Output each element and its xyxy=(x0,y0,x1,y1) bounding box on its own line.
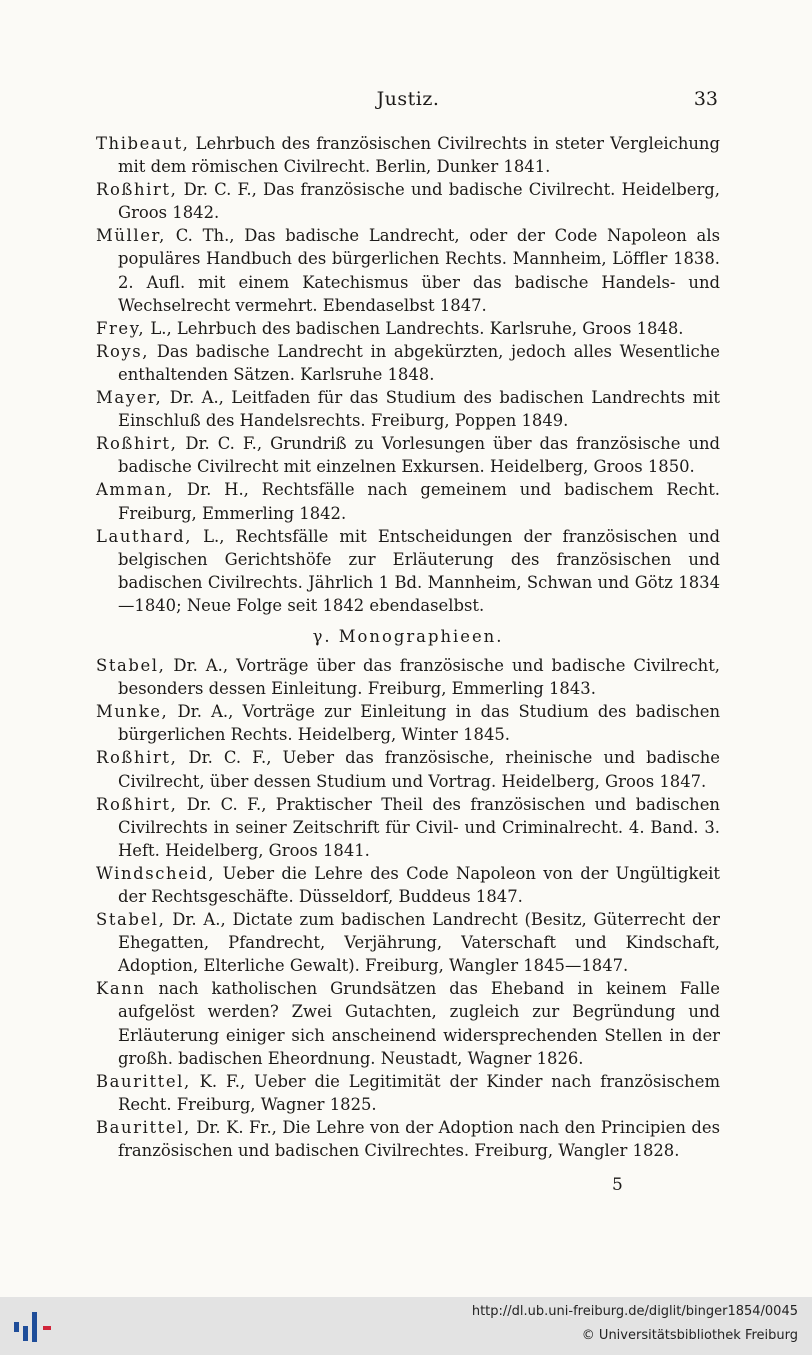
signature-mark: 5 xyxy=(612,1175,623,1195)
entries-bottom xyxy=(96,654,720,1162)
entry-author: Roys, xyxy=(96,341,150,361)
bibliography-entry xyxy=(96,654,720,700)
entry-author: Stabel, xyxy=(96,910,166,930)
entry-author: Amman, xyxy=(96,480,175,500)
entry-author: Roßhirt, xyxy=(96,794,178,814)
entry-author: Kann xyxy=(96,979,146,999)
page-number: 33 xyxy=(693,88,718,110)
entry-author: Roßhirt, xyxy=(96,180,178,200)
entry-text: Lehrbuch des französischen Civilrechts in steter Vergleichung mit dem römischen Civilrecht. Berlin, Dunker 1841. xyxy=(118,134,720,177)
entry-author: Stabel, xyxy=(96,656,166,676)
page-header xyxy=(96,88,720,114)
bibliography-entry xyxy=(96,340,720,386)
entry-text: Dr. A., Dictate zum badischen Landrecht (Besitz, Güterrecht der Ehegatten, Pfandrecht, Verjährung, Vaterschaft und Kindschaft, Adoption, Elterliche Gewalt). Freiburg, Wangler 1845—1847. xyxy=(118,910,720,976)
bibliography-entry xyxy=(96,386,720,432)
entry-author: Roßhirt, xyxy=(96,434,178,454)
entry-text: Dr. H., Rechtsfälle nach gemeinem und badischem Recht. Freiburg, Emmerling 1842. xyxy=(118,480,720,523)
entry-text: Dr. C. F., Ueber das französische, rheinische und badische Civilrecht, über dessen Studium und Vortrag. Heidelberg, Groos 1847. xyxy=(118,748,720,791)
running-title: Justiz. xyxy=(376,88,440,110)
bibliography-entry xyxy=(96,700,720,746)
entry-text: L., Rechtsfälle mit Entscheidungen der französischen und belgischen Gerichtshöfe zur Erläuterung des französischen und badischen Civilrechts. Jährlich 1 Bd. Mannheim, Schwan und Götz 1834—1840; Neue Folge seit 1842 ebendaselbst. xyxy=(118,526,720,615)
entry-author: Mayer, xyxy=(96,388,163,408)
viewer-footer xyxy=(0,1297,812,1355)
bibliography-entry xyxy=(96,224,720,316)
entry-author: Roßhirt, xyxy=(96,748,178,768)
bibliography-entry xyxy=(96,793,720,862)
entry-text: C. Th., Das badische Landrecht, oder der Code Napoleon als populäres Handbuch des bürgerlichen Rechts. Mannheim, Löffler 1838. 2. Aufl. mit einem Katechismus über das badische Handels- und Wechselrecht vermehrt. Ebendaselbst 1847. xyxy=(118,226,720,315)
bibliography-entry xyxy=(96,132,720,178)
entry-text: L., Lehrbuch des badischen Landrechts. Karlsruhe, Groos 1848. xyxy=(145,318,684,338)
bibliography-entry xyxy=(96,908,720,977)
bibliography-entry xyxy=(96,432,720,478)
bibliography-entry xyxy=(96,178,720,224)
entry-text: Dr. C. F., Praktischer Theil des französischen und badischen Civilrechts in seiner Zeitschrift für Civil- und Criminalrecht. 4. Band. 3. Heft. Heidelberg, Groos 1841. xyxy=(118,794,720,860)
entry-text: Dr. A., Vorträge zur Einleitung in das Studium des badischen bürgerlichen Rechts. Heidelberg, Winter 1845. xyxy=(118,702,720,745)
entry-author: Frey, xyxy=(96,318,146,338)
entry-author: Müller, xyxy=(96,226,166,246)
bibliography-entry xyxy=(96,1070,720,1116)
ub-freiburg-logo-icon xyxy=(12,1309,56,1345)
bibliography-entry xyxy=(96,862,720,908)
section-heading: γ. Monographieen. xyxy=(312,626,504,646)
entries-top xyxy=(96,132,720,617)
bibliography-entry xyxy=(96,317,720,340)
entry-author: Windscheid, xyxy=(96,863,216,883)
bibliography-entry xyxy=(96,1116,720,1162)
entry-text: Dr. C. F., Das französische und badische Civilrecht. Heidelberg, Groos 1842. xyxy=(118,180,720,223)
bibliography-entry xyxy=(96,525,720,617)
document-url-link[interactable]: http://dl.ub.uni-freiburg.de/diglit/binger1854/0045 xyxy=(471,1304,798,1319)
bibliography-entry xyxy=(96,478,720,524)
entry-text: nach katholischen Grundsätzen das Eheband in keinem Falle aufgelöst werden? Zwei Gutachten, zugleich zur Begründung und Erläuterung einiger sich anscheinend widersprechenden Stellen in der großh. badischen Eheordnung. Neustadt, Wagner 1826. xyxy=(118,979,720,1068)
entry-text: Dr. K. Fr., Die Lehre von der Adoption nach den Principien des französischen und badischen Civilrechtes. Freiburg, Wangler 1828. xyxy=(118,1117,720,1161)
bibliography-body xyxy=(96,132,720,1162)
entry-text: Ueber die Lehre des Code Napoleon von der Ungültigkeit der Rechtsgeschäfte. Düsseldorf, Buddeus 1847. xyxy=(118,863,720,906)
bibliography-entry xyxy=(96,746,720,792)
entry-text: Das badische Landrecht in abgekürzten, jedoch alles Wesentliche enthaltenden Sätzen. Karlsruhe 1848. xyxy=(118,341,720,384)
entry-text: Dr. A., Leitfaden für das Studium des badischen Landrechts mit Einschluß des Handelsrechts. Freiburg, Poppen 1849. xyxy=(118,388,720,431)
entry-author: Baurittel, xyxy=(96,1071,191,1091)
entry-text: Dr. C. F., Grundriß zu Vorlesungen über das französische und badische Civilrecht mit einzelnen Exkursen. Heidelberg, Groos 1850. xyxy=(118,434,720,477)
entry-author: Thibeaut, xyxy=(96,134,190,153)
copyright-notice: © Universitätsbibliothek Freiburg xyxy=(581,1328,798,1343)
entry-author: Baurittel, xyxy=(96,1117,191,1137)
entry-text: K. F., Ueber die Legitimität der Kinder nach französischem Recht. Freiburg, Wagner 1825. xyxy=(118,1071,720,1114)
entry-author: Munke, xyxy=(96,702,169,722)
entry-author: Lauthard, xyxy=(96,526,193,546)
bibliography-entry xyxy=(96,977,720,1069)
entry-text: Dr. A., Vorträge über das französische und badische Civilrecht, besonders dessen Einleitung. Freiburg, Emmerling 1843. xyxy=(118,656,720,699)
